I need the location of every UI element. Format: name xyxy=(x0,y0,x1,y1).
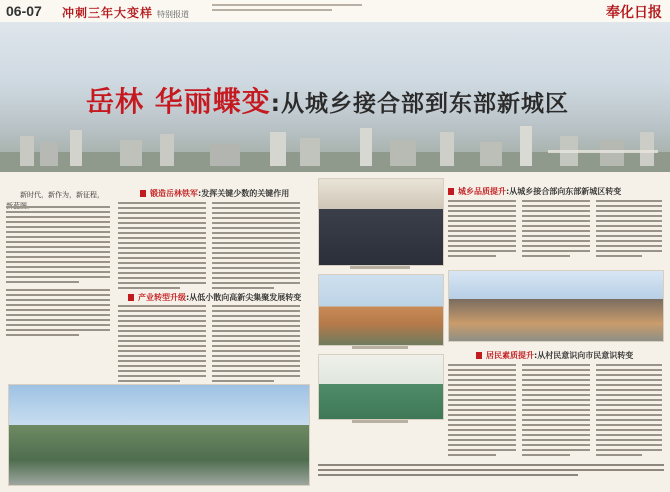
section-1-col-b xyxy=(212,202,300,292)
hero-caption xyxy=(548,150,658,153)
section-3-col-c xyxy=(596,200,662,260)
service-photo-caption xyxy=(352,420,408,423)
intro-column xyxy=(6,190,110,380)
section-3-col-b xyxy=(522,200,590,260)
special-report-brand xyxy=(62,4,189,21)
meeting-photo-caption xyxy=(350,266,410,269)
section-1-rest: :发挥关键少数的关键作用 xyxy=(198,189,290,198)
hero-headline xyxy=(86,80,569,120)
section-4-col-b xyxy=(522,364,590,459)
section-2-col-a xyxy=(118,305,206,385)
city-skyline-icon xyxy=(0,112,670,172)
intro-paragraph: 新时代，新作为，新征程， xyxy=(20,191,104,199)
section-4-rest: :从村民意识向市民意识转变 xyxy=(534,351,634,360)
brand-subtitle: 特别报道 xyxy=(157,10,190,19)
section-header-3 xyxy=(458,186,621,197)
section-2-tag: 产业转型升级 xyxy=(138,293,186,302)
section-4-tag: 居民素质提升 xyxy=(486,351,534,360)
edition-info xyxy=(212,4,412,16)
section-3-tag: 城乡品质提升 xyxy=(458,187,506,196)
section-2-rest: :从低小散向高新尖集聚发展转变 xyxy=(186,293,302,302)
meeting-photo xyxy=(318,178,444,266)
new-district-street-photo xyxy=(448,270,664,342)
hero-aerial-photo xyxy=(0,22,670,172)
headline-black: :从城乡接合部到东部新城区 xyxy=(270,91,569,117)
section-2-col-b xyxy=(212,305,300,385)
headline-red: 岳林 华丽蝶变 xyxy=(86,85,271,118)
residential-buildings-photo xyxy=(318,274,444,346)
section-header-4 xyxy=(486,350,633,361)
buildings-photo-caption xyxy=(352,346,408,349)
section-3-col-a xyxy=(448,200,516,260)
intro-body xyxy=(6,206,110,339)
section-3-rest: :从城乡接合部向东部新城区转变 xyxy=(506,187,622,196)
masthead-logo: 奉化日报 xyxy=(606,5,662,21)
page-number: 06-07 xyxy=(6,3,42,19)
service-center-photo xyxy=(318,354,444,420)
brand-title: 冲刺三年大变样 xyxy=(62,6,154,20)
closing-paragraph xyxy=(318,464,664,482)
page-header xyxy=(0,0,670,23)
section-header-1 xyxy=(150,188,289,199)
section-4-col-a xyxy=(448,364,516,459)
section-header-2 xyxy=(138,292,301,303)
section-1-col-a xyxy=(118,202,206,292)
section-1-tag: 锻造岳林铁军 xyxy=(150,189,198,198)
section-4-col-c xyxy=(596,364,662,459)
park-aerial-photo xyxy=(8,384,310,486)
